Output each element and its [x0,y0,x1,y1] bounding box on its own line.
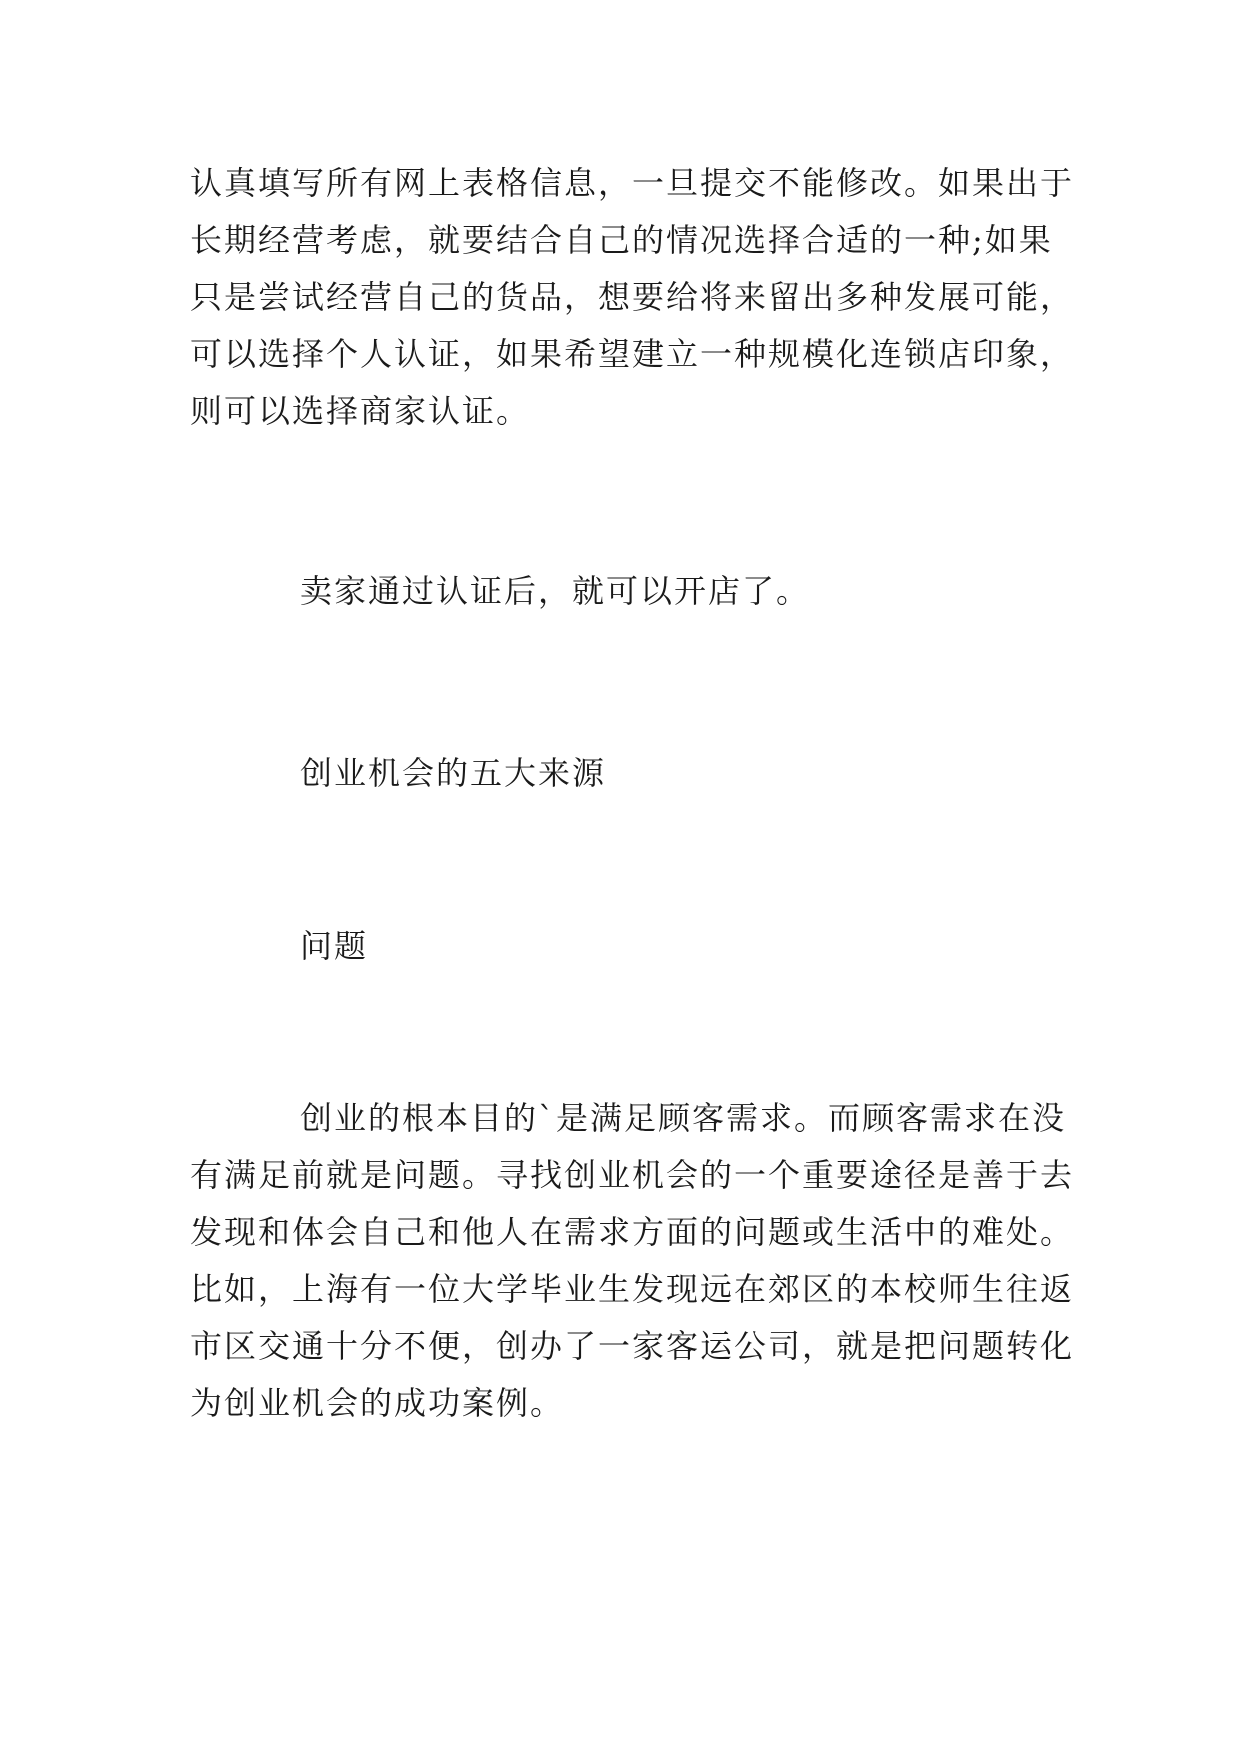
text-line: 可以选择个人认证，如果希望建立一种规模化连锁店印象， [190,335,1075,373]
paragraph-open-shop [190,563,1060,620]
text-line: 认真填写所有网上表格信息，一旦提交不能修改。如果出于 [190,164,1075,202]
heading-text: 问题 [300,927,369,965]
text-line: 比如，上海有一位大学毕业生发现远在郊区的本校师生往返 [190,1270,1075,1308]
text-line: 发现和体会自己和他人在需求方面的问题或生活中的难处。 [190,1213,1075,1251]
text-line: 创业的根本目的`是满足顾客需求。而顾客需求在没 [300,1099,1067,1137]
text-line: 只是尝试经营自己的货品，想要给将来留出多种发展可能， [190,278,1075,316]
text-line: 为创业机会的成功案例。 [190,1384,565,1422]
heading-text: 创业机会的五大来源 [300,754,607,792]
paragraph-certification-choice [190,155,1075,440]
text-line: 长期经营考虑，就要结合自己的情况选择合适的一种;如果 [190,221,1053,259]
text-line: 则可以选择商家认证。 [190,392,531,430]
section-heading [190,745,1060,802]
text-line: 卖家通过认证后，就可以开店了。 [300,572,811,610]
paragraph-problem-source [190,1090,1075,1432]
text-line: 市区交通十分不便，创办了一家客运公司，就是把问题转化 [190,1327,1075,1365]
text-line: 有满足前就是问题。寻找创业机会的一个重要途径是善于去 [190,1156,1075,1194]
subsection-heading [190,918,1060,975]
